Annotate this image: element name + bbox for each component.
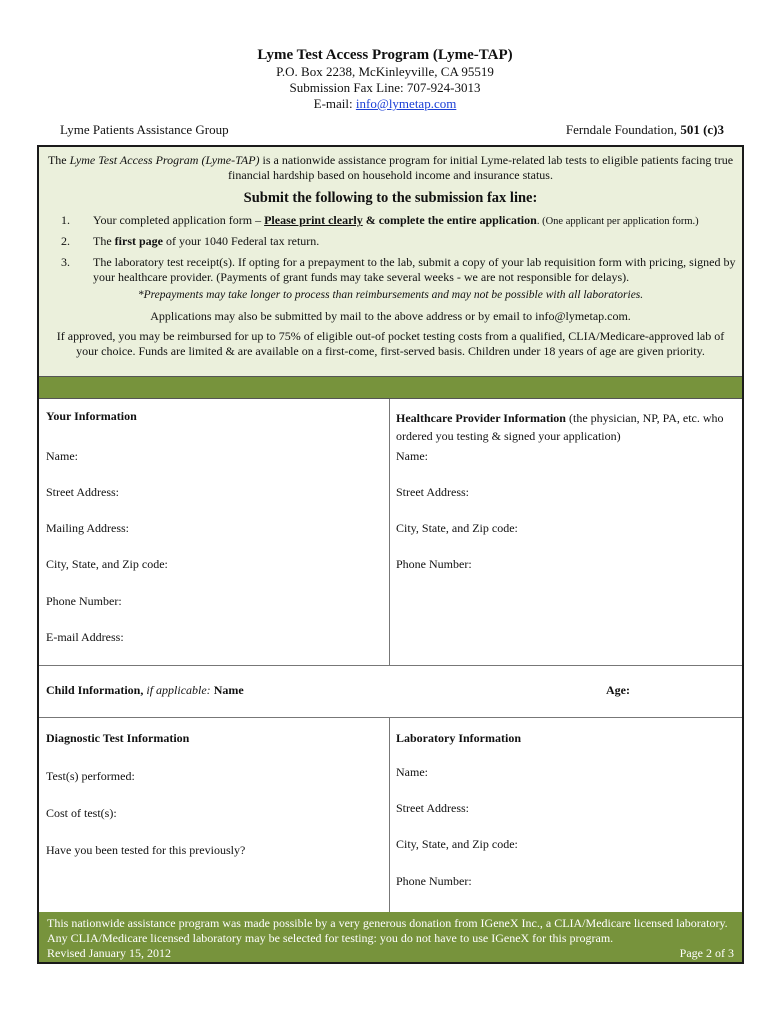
laboratory-heading-text: Laboratory Information xyxy=(396,731,521,745)
intro-prefix: The xyxy=(47,153,70,167)
item2-first-page: first page xyxy=(114,234,163,248)
item1-note: . (One applicant per application form.) xyxy=(536,216,699,227)
document-header xyxy=(0,46,770,112)
diagnostic-heading xyxy=(46,731,189,746)
tested-previously-field[interactable]: Have you been tested for this previously? xyxy=(46,843,246,857)
provider-heading-rest: (the physician, NP, PA, etc. who ordered you testing & signed your application) xyxy=(396,411,724,443)
item-number: 3. xyxy=(61,255,70,269)
item-text: The laboratory test receipt(s). If opting for a prepayment to the lab, submit a copy of your lab requisition form with pricing, signed by your healthcare provider. (Payments of grant funds may take several weeks - we are not responsible for delays). xyxy=(93,255,736,284)
program-name: Lyme Test Access Program (Lyme-TAP) xyxy=(69,153,260,167)
provider-name-field[interactable]: Name: xyxy=(396,449,428,463)
cost-of-tests-field[interactable]: Cost of test(s): xyxy=(46,806,117,820)
org-right xyxy=(566,122,724,138)
org-right-status: 501 (c)3 xyxy=(680,122,724,137)
item1-complete: & complete the entire application xyxy=(362,213,537,227)
requirement-item-3 xyxy=(61,255,737,285)
item2-text-c: of your 1040 Federal tax return. xyxy=(162,234,320,248)
your-phone-field[interactable]: Phone Number: xyxy=(46,594,122,608)
footer-bottom-row xyxy=(47,946,734,961)
item1-text-a: Your completed application form – xyxy=(93,213,265,227)
lab-name-field[interactable]: Name: xyxy=(396,765,428,779)
item-number: 1. xyxy=(61,213,70,227)
provider-street-field[interactable]: Street Address: xyxy=(396,485,469,499)
footer-bar xyxy=(39,912,742,962)
your-name-field[interactable]: Name: xyxy=(46,449,78,463)
provider-phone-field[interactable]: Phone Number: xyxy=(396,557,472,571)
intro-rest: is a nationwide assistance program for initial Lyme-related lab tests to eligible patients facing true financial hardship based on household income and insurance status. xyxy=(228,153,734,182)
your-information-heading xyxy=(46,409,376,424)
document-title: Lyme Test Access Program (Lyme-TAP) xyxy=(257,47,513,63)
footer-text: This nationwide assistance program was made possible by a very generous donation from IGeneX Inc., a CLIA/Medicare licensed laboratory. Any CLIA/Medicare licensed laboratory may be selected for testing: you do not have to use IGeneX for this program. xyxy=(47,916,728,945)
your-email-field[interactable]: E-mail Address: xyxy=(46,630,124,644)
diagnostic-heading-text: Diagnostic Test Information xyxy=(46,731,190,745)
email-line xyxy=(0,96,770,112)
intro-paragraph xyxy=(47,153,734,183)
approval-note: If approved, you may be reimbursed for up to 75% of eligible out-of pocket testing costs from a qualified, CLIA/Medicare-approved lab of your choice. Funds are limited & are available on a first-come, first-served basis. Children under 18 years of age are given priority. xyxy=(56,329,725,358)
child-information-row xyxy=(46,683,546,698)
org-right-name: Ferndale Foundation, xyxy=(565,122,681,137)
your-street-field[interactable]: Street Address: xyxy=(46,485,119,499)
tests-performed-field[interactable]: Test(s) performed: xyxy=(46,769,135,783)
organization-row xyxy=(60,122,724,138)
email-link[interactable]: info@lymetap.com xyxy=(355,96,457,111)
provider-city-field[interactable]: City, State, and Zip code: xyxy=(396,521,518,535)
prepayment-note: *Prepayments may take longer to process than reimbursements and may not be possible with all laboratories. xyxy=(137,289,644,301)
email-label: E-mail: xyxy=(313,96,356,111)
row-divider xyxy=(39,717,742,718)
mail-submission-note: Applications may also be submitted by mail to the above address or by email to info@lymetap.com. xyxy=(150,309,631,323)
item1-print-clearly: Please print clearly xyxy=(264,213,363,227)
mailing-address: P.O. Box 2238, McKinleyville, CA 95519 xyxy=(276,64,494,79)
child-age-field[interactable] xyxy=(606,683,630,698)
page-number: Page 2 of 3 xyxy=(679,946,734,960)
intro-section xyxy=(39,147,742,377)
lab-phone-field[interactable]: Phone Number: xyxy=(396,874,472,888)
revised-date: Revised January 15, 2012 xyxy=(47,946,171,960)
item-text xyxy=(93,234,319,249)
child-if-applicable: if applicable: xyxy=(143,683,214,697)
application-form xyxy=(37,145,744,964)
item-number: 2. xyxy=(61,234,70,248)
your-info-heading-text: Your Information xyxy=(46,409,137,423)
column-divider xyxy=(389,399,390,665)
fax-line: Submission Fax Line: 707-924-3013 xyxy=(289,80,481,95)
laboratory-heading xyxy=(396,731,521,746)
requirement-item-2 xyxy=(61,234,737,249)
column-divider xyxy=(389,717,390,912)
item-text xyxy=(93,213,699,229)
org-left: Lyme Patients Assistance Group xyxy=(60,122,229,137)
your-city-field[interactable]: City, State, and Zip code: xyxy=(46,557,168,571)
child-age-label: Age: xyxy=(606,683,630,697)
your-mailing-field[interactable]: Mailing Address: xyxy=(46,521,129,535)
row-divider xyxy=(39,665,742,666)
provider-heading-text: Healthcare Provider Information xyxy=(396,411,566,425)
provider-heading xyxy=(396,409,732,445)
lab-city-field[interactable]: City, State, and Zip code: xyxy=(396,837,518,851)
child-heading: Child Information, xyxy=(46,683,144,697)
lab-street-field[interactable]: Street Address: xyxy=(396,801,469,815)
requirement-item-1 xyxy=(61,213,737,229)
item2-text-a: The xyxy=(93,234,115,248)
submit-heading: Submit the following to the submission fax line: xyxy=(243,190,538,206)
child-name-field[interactable]: Name xyxy=(213,683,244,697)
section-divider-bar xyxy=(39,377,742,399)
